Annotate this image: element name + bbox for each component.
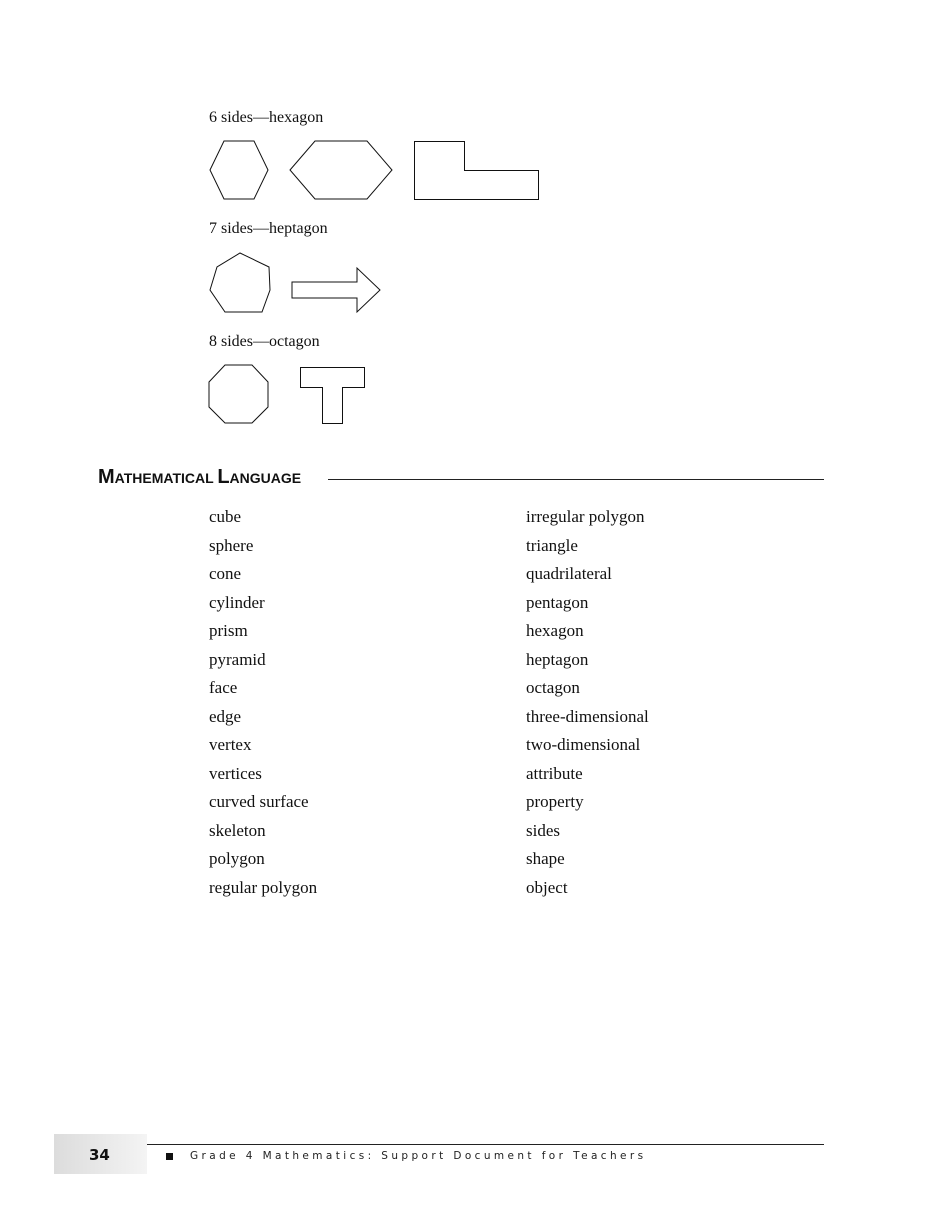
octagon-label: 8 sides—octagon — [209, 333, 320, 350]
vocabulary-term: property — [526, 792, 584, 811]
vocabulary-term: pentagon — [526, 592, 589, 612]
regular-heptagon — [210, 253, 270, 312]
vocabulary-term: prism — [209, 621, 248, 640]
irregular-hexagon — [290, 141, 392, 199]
vocabulary-term: quadrilateral — [526, 564, 612, 583]
heading-cap: L — [217, 466, 230, 488]
vocabulary-left-column — [209, 507, 317, 906]
vocabulary-term: face — [209, 678, 238, 697]
vocabulary-term: sphere — [209, 535, 254, 555]
vocabulary-term: polygon — [209, 849, 265, 868]
vocabulary-term: irregular polygon — [526, 507, 645, 526]
vocabulary-term: edge — [209, 706, 242, 726]
footer-rule — [147, 1144, 824, 1145]
vocabulary-term: attribute — [526, 763, 583, 783]
t-shaped-octagon — [301, 368, 365, 424]
vocabulary-term: cylinder — [209, 592, 265, 612]
arrow-heptagon — [292, 268, 380, 312]
vocabulary-term: regular polygon — [209, 877, 318, 897]
shape-figures — [0, 0, 950, 460]
vocabulary-term: sides — [526, 820, 560, 840]
vocabulary-term: skeleton — [209, 820, 266, 840]
heptagon-label: 7 sides—heptagon — [209, 220, 328, 237]
vocabulary-term: cone — [209, 564, 242, 583]
hexagon-label: 6 sides—hexagon — [209, 109, 324, 126]
regular-hexagon — [210, 141, 268, 199]
vocabulary-term: heptagon — [526, 649, 589, 669]
square-bullet-icon — [166, 1153, 173, 1160]
vocabulary-term: curved surface — [209, 792, 309, 811]
vocabulary-term: two-dimensional — [526, 735, 641, 754]
vocabulary-term: shape — [526, 849, 565, 868]
vocabulary-term: hexagon — [526, 621, 584, 640]
vocabulary-term: three-dimensional — [526, 706, 649, 726]
l-shaped-hexagon — [415, 142, 539, 200]
vocabulary-term: cube — [209, 507, 242, 526]
vocabulary-term: octagon — [526, 678, 580, 697]
vocabulary-term: vertex — [209, 735, 252, 754]
page-number: 34 — [89, 1146, 110, 1164]
vocabulary-term: pyramid — [209, 649, 266, 669]
section-heading — [98, 466, 301, 489]
heading-text: ANGUAGE — [229, 470, 302, 486]
vocabulary-term: vertices — [209, 763, 262, 783]
vocabulary-term: triangle — [526, 535, 578, 555]
regular-octagon — [209, 365, 268, 423]
footer-title: Grade 4 Mathematics: Support Document for Teachers — [190, 1150, 647, 1162]
heading-text: ATHEMATICAL — [114, 470, 214, 486]
vocabulary-term: object — [526, 877, 568, 897]
heading-rule — [328, 479, 824, 480]
vocabulary-right-column — [526, 507, 649, 906]
heading-cap: M — [98, 466, 115, 488]
